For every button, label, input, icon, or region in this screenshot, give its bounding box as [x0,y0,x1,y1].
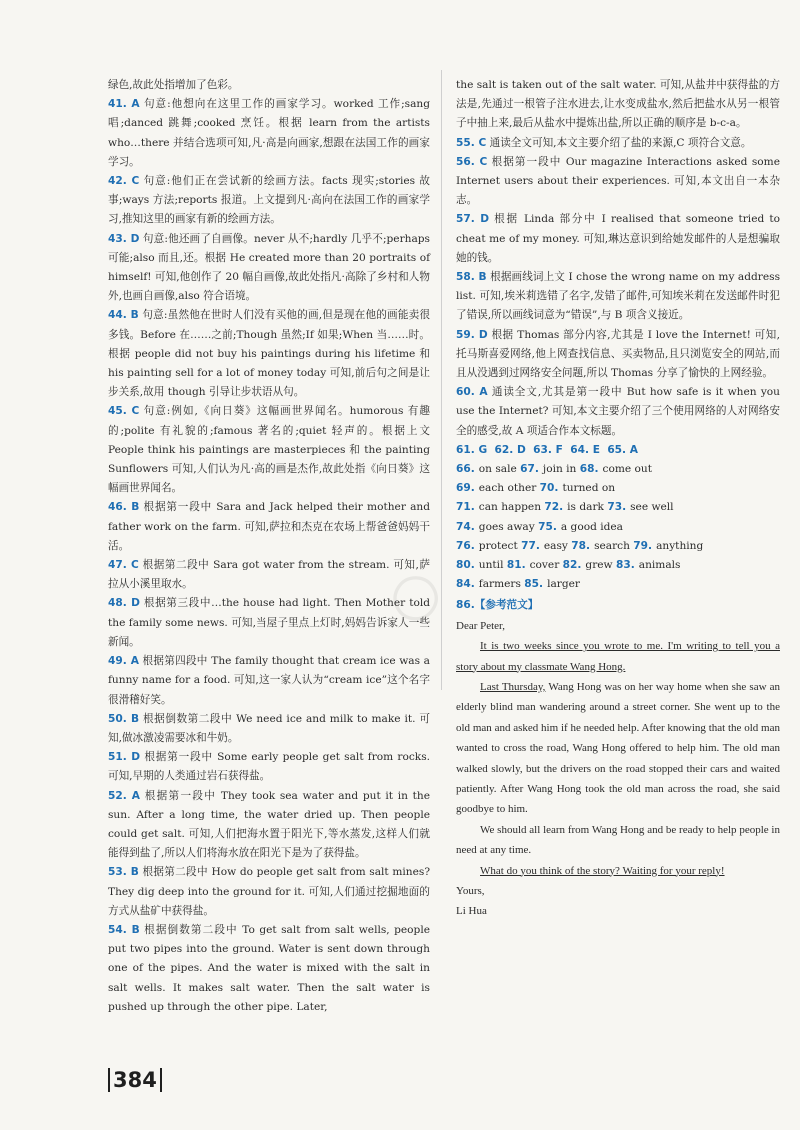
explanation-text: 根据第一段中 Sara and Jack helped their mother and father work on the farm. 可知,萨拉和杰克在农场上帮爸爸妈妈干活。 [108,501,430,552]
short-answer-text: come out [602,463,652,476]
question-number: 57. D [456,213,490,226]
question-number: 60. A [456,386,488,399]
explanation-text: 根据第一段中 Our magazine Interactions asked some Internet users about their experiences. 可知,本文出自一本杂志。 [456,155,780,207]
question-number: 72. [544,501,564,514]
answer-entry [108,402,430,498]
short-answer-text: animals [638,559,681,572]
letter-signature: Li Hua [456,905,487,918]
answer-entry [108,710,430,748]
answer-entry [456,268,780,326]
explanation-text: 句意:虽然他在世时人们没有买他的画,但是现在他的画能卖很多钱。Before 在……之前;Though 虽然;If 如果;When 当……时。根据 people did not buy his paintings during his lifetime 和 his painting sell for a lot of money today 可知,前后句之间是让步关系,故用 though 引导让步状语从句。 [108,309,431,399]
watermark: ○ [374,552,452,636]
question-number: 69. [456,482,475,495]
page-number: 384 [108,1068,162,1092]
question-number: 70. [539,482,559,495]
short-answer-text: goes away [478,520,535,533]
question-number: 65. A [607,443,638,456]
short-answer-text: cover [529,559,560,572]
answer-entry [456,76,780,134]
letter-paragraph-3: We should all learn from Wang Hong and be ready to help people in need at any time. [456,823,780,857]
question-number: 44. B [108,309,139,322]
question-number: 55. C [456,136,487,149]
short-answer-text: farmers [478,578,521,591]
explanation-text: 句意:例如,《向日葵》这幅画世界闻名。humorous 有趣的;polite 有礼貌的;famous 著名的;quiet 轻声的。根据上文 People think his paintings are masterpieces 和 the painting Sunflowers 可知,人们认为凡·高的画是杰作,故此处指《向日葵》这幅画世界闻名。 [108,405,430,495]
explanation-text: 根据倒数第二段中 We need ice and milk to make it. 可知,做冰激凌需要冰和牛奶。 [108,712,431,744]
left-column [108,76,430,1017]
short-answer-row [456,518,780,537]
question-number: 41. A [108,98,140,111]
answer-entry [456,326,780,384]
letter-paragraph-1 [456,636,780,677]
question-number: 42. C [108,175,140,188]
explanation-text: the salt is taken out of the salt water. 可知,从盐井中获得盐的方法是,先通过一根管子注水进去,让水变成盐水,然后把盐水从另一根管子中抽上来,最后从盐水中提炼出盐,所以正确的顺序是 b-c-a。 [456,79,780,130]
question-number: 85. [524,578,544,591]
question-number: 84. [456,578,475,591]
right-column-entries [456,76,780,441]
question-number: 46. B [108,501,140,514]
short-answer-text: is dark [567,501,604,514]
question-number: 52. A [108,789,140,802]
answer-entry [456,383,780,441]
question-number: 68. [579,463,599,476]
explanation-text: 根据第四段中 The family thought that cream ice was a funny name for a food. 可知,这一家人认为“cream ice”这个名字很滑稽好笑。 [108,655,430,706]
short-answer-row [456,441,780,460]
short-answer-text: protect [478,539,518,552]
answer-entry [108,921,430,1017]
question-number: 78. [571,539,591,552]
short-answer-text: join in [542,463,577,476]
answer-entry [456,134,780,153]
short-answer-row [456,556,780,575]
letter-paragraph-4 [456,861,780,881]
question-number: 62. D [494,443,526,456]
answer-entry [108,556,430,594]
letter-greeting: Dear Peter, [456,619,506,632]
explanation-text: 根据第一段中 Some early people get salt from rocks. 可知,早期的人类通过岩石获得盐。 [108,751,431,783]
short-answer-text: can happen [478,501,542,514]
answer-entry [108,76,430,95]
question-number: 73. [607,501,627,514]
answer-entry [456,210,780,268]
short-answer-text: a good idea [560,520,623,533]
answer-entry [108,230,430,307]
short-answer-row [456,537,780,556]
short-answer-text: each other [478,482,537,495]
answer-entry [108,787,430,864]
question-number: 50. B [108,712,140,725]
short-answer-text: anything [656,539,704,552]
question-number: 77. [521,539,540,552]
answer-entry [108,95,430,172]
short-answer-text: turned on [562,482,616,495]
question-number: 80. [456,559,475,572]
sample-essay-header [456,596,780,615]
paragraph-text: Wang Hong was on her way home when she saw an elderly blind man wandering around a street corner. She went up to the old man and asked him if he needed help. After knowing that the old man wanted to cross the road, Wang Hong offered to help him. The old man walked slowly, but the drivers on the road stopped their cars and waited patiently. After Wang Hong took the old man across the road, she said goodbye to him. [456,680,780,816]
answer-entry [108,863,430,921]
question-number: 51. D [108,751,141,764]
explanation-text: 根据第一段中 They took sea water and put it in the sun. After a long time, the water dried up. Then people could get salt. 可知,人们把海水置于阳光下,等水蒸发,这样人们就能得到盐了,所以人们将海水放在阳光下是为了获得盐。 [108,789,430,860]
explanation-text: 句意:他们正在尝试新的绘画方法。facts 现实;stories 故事;ways 方法;reports 报道。上文提到凡·高向在法国工作的画家学习,推知这里的画家有新的绘画方法。 [108,175,430,226]
explanation-text: 根据第三段中…the house had light. Then Mother told the family some news. 可知,当屋子里点上灯时,妈妈告诉家人一些新闻。 [108,597,431,648]
question-number: 66. [456,463,475,476]
answer-entry [108,594,430,652]
answer-entry [456,153,780,211]
question-number: 79. [633,539,653,552]
question-number: 54. B [108,923,140,936]
question-number: 47. C [108,559,139,572]
explanation-text: 根据画线词上文 I chose the wrong name on my address list. 可知,埃米莉选错了名字,发错了邮件,可知埃米莉在发送邮件时犯了错误,所以画线词意为“错误”,与 B 项含义接近。 [456,271,781,322]
short-answer-row [456,575,780,594]
explanation-text: 根据 Thomas 部分内容,尤其是 I love the Internet! 可知,托马斯喜爱网络,他上网查找信息、买卖物品,且只浏览安全的网站,而且从没遇到过网络安全问题,所以 Thomas 分享了愉快的上网经验。 [456,328,781,380]
answer-entry [108,748,430,786]
question-number: 53. B [108,866,139,879]
explanation-text: 句意:他想向在这里工作的画家学习。worked 工作;sang 唱;danced 跳舞;cooked 烹饪。根据 learn from the artists who…there 并结合选项可知,凡·高是向画家,想跟在法国工作的画家学习。 [108,98,431,168]
explanation-text: 绿色,故此处指增加了色彩。 [108,79,239,91]
short-answer-row [456,479,780,498]
short-answer-text: larger [547,578,580,591]
question-number: 81. [506,559,526,572]
answer-entry [108,172,430,230]
question-number: 83. [615,559,635,572]
question-number: 59. D [456,328,488,341]
question-number: 67. [520,463,539,476]
underlined-text: It is two weeks since you wrote to me. I'm writing to tell you a story about my classmate Wang Hong. [456,640,780,673]
underlined-text: What do you think of the story? Waiting for your reply! [480,864,725,877]
short-answers [456,441,780,595]
question-number: 56. C [456,155,488,168]
explanation-text: 根据 Linda 部分中 I realised that someone tried to cheat me of my money. 可知,琳达意识到给她发邮件的人是想骗取她的钱。 [456,213,781,264]
letter-closing: Yours, [456,884,485,897]
question-number: 74. [456,520,475,533]
question-number: 45. C [108,405,140,418]
sample-letter [456,616,780,922]
question-number: 75. [538,520,557,533]
explanation-text: 根据倒数第二段中 To get salt from salt wells, people put two pipes into the ground. Water is sent down through one of the pipes. And the water is mixed with the salt in salt wells. It makes salt water. Then the salt water is pushed up through the other pipe. Later, [108,923,430,1013]
short-answer-text: easy [543,539,568,552]
explanation-text: 通读全文可知,本文主要介绍了盐的来源,C 项符合文意。 [489,136,752,149]
answer-entry [108,652,430,710]
short-answer-text: until [478,559,504,572]
question-number: 64. E [570,443,600,456]
explanation-text: 根据第二段中 Sara got water from the stream. 可知,萨拉从小溪里取水。 [108,559,431,591]
question-number: 86. [456,599,475,612]
question-number: 48. D [108,597,140,610]
short-answer-text: search [594,539,630,552]
short-answer-row [456,460,780,479]
answer-entry [108,306,430,402]
sample-label: 【参考范文】 [474,599,539,612]
question-number: 43. D [108,232,140,245]
short-answer-text: see well [630,501,674,514]
short-answer-row [456,498,780,517]
explanation-text: 根据第二段中 How do people get salt from salt mines? They dig deep into the ground for it. 可知,人们通过挖掘地面的方式从盐矿中获得盐。 [108,866,430,917]
question-number: 63. F [533,443,563,456]
column-divider [441,70,442,690]
question-number: 49. A [108,655,139,668]
question-number: 61. G [456,443,488,456]
answer-entry [108,498,430,556]
underlined-text: Last Thursday, [480,680,546,693]
explanation-text: 句意:他还画了自画像。never 从不;hardly 几乎不;perhaps 可能;also 而且,还。根据 He created more than 20 portraits of himself! 可知,他创作了 20 幅自画像,故此处指凡·高除了乡村和人物外,也画自画像,also 符合语境。 [108,232,430,303]
short-answer-text: on sale [478,463,517,476]
explanation-text: 通读全文,尤其是第一段中 But how safe is it when you use the Internet? 可知,本文主要介绍了三个使用网络的人对网络安全的感受,故 A 项适合作本文标题。 [456,386,781,437]
short-answer-text: grew [585,559,613,572]
question-number: 71. [456,501,475,514]
right-column [456,76,780,922]
question-number: 82. [562,559,582,572]
letter-paragraph-2 [456,677,780,820]
question-number: 58. B [456,271,487,284]
question-number: 76. [456,539,475,552]
